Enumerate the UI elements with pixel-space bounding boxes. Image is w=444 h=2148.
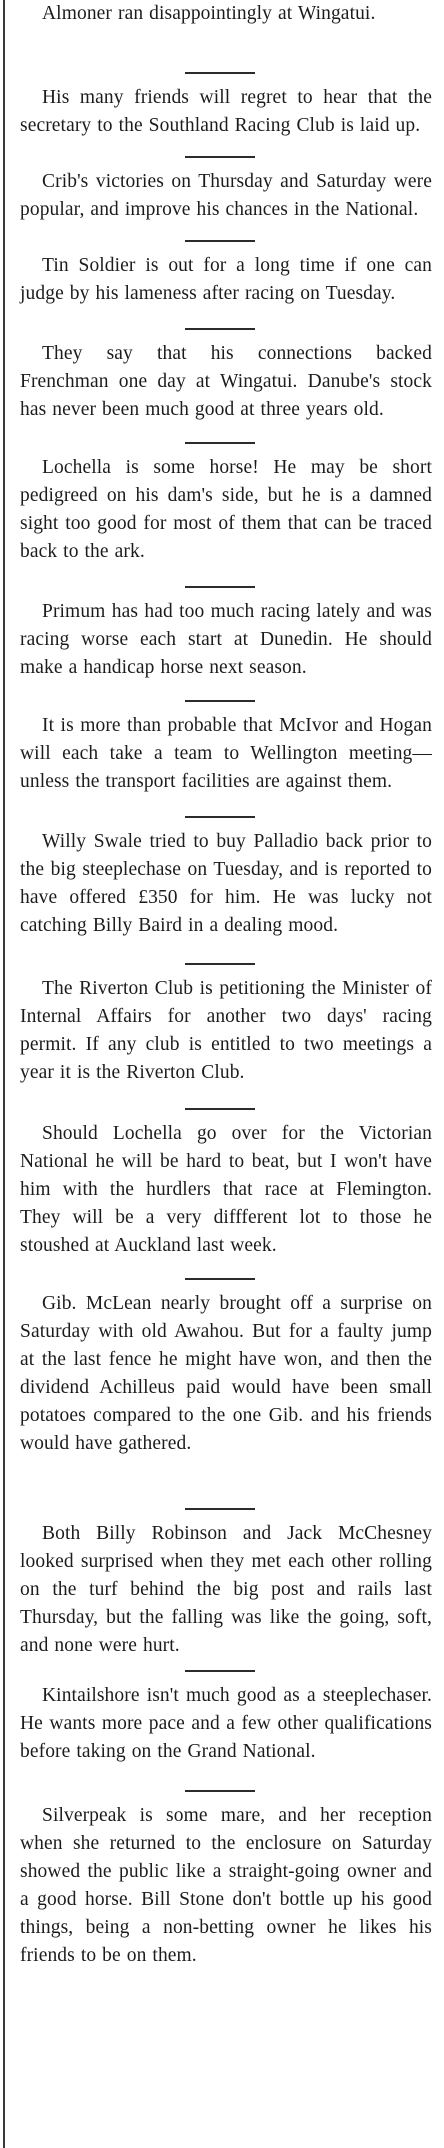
separator-rule bbox=[185, 240, 255, 242]
paragraph-victorian-national: Should Lochella go over for the Victorian National he will be hard to beat, but I won't have him with the hurdlers that race at Flemington. They will be a very diffferent lot to those he stoushed at Auckland last week. bbox=[20, 1123, 432, 1256]
paragraph-gib-mclean: Gib. McLean nearly brought off a surprise on Saturday with old Awahou. But for a faulty jump at the last fence he might have won, and then the dividend Achilleus paid would have been small potatoes compared to the one Gib. and his friends would have gathered. bbox=[20, 1293, 432, 1454]
paragraph-mcivor-hogan: It is more than probable that McIvor and Hogan will each take a team to Wellington meeting—unless the transport facilities are against them. bbox=[20, 715, 432, 792]
paragraph-silverpeak: Silverpeak is some mare, and her reception when she returned to the enclosure on Saturday showed the public like a straight-going owner and a good horse. Bill Stone don't bottle up his good things, being a non-betting owner he likes his friends to be on them. bbox=[20, 1805, 432, 1966]
separator-rule bbox=[185, 442, 255, 444]
paragraph-tin-soldier: Tin Soldier is out for a long time if one can judge by his lameness after racing on Tuesday. bbox=[20, 255, 432, 304]
separator-rule bbox=[185, 72, 255, 74]
paragraph-willy-swale: Willy Swale tried to buy Palladio back prior to the big steeplechase on Tuesday, and is reported to have offered £350 for him. He was lucky not catching Billy Baird in a dealing mood. bbox=[20, 831, 432, 936]
separator-rule bbox=[185, 963, 255, 965]
paragraph-primum: Primum has had too much racing lately and was racing worse each start at Dunedin. He should make a handicap horse next season. bbox=[20, 601, 432, 678]
separator-rule bbox=[185, 1790, 255, 1792]
paragraph-frenchman: They say that his connections backed Frenchman one day at Wingatui. Danube's stock has never been much good at three years old. bbox=[20, 343, 432, 420]
paragraph-kintailshore: Kintailshore isn't much good as a steeplechaser. He wants more pace and a few other qualifications before taking on the Grand National. bbox=[20, 1685, 432, 1762]
separator-rule bbox=[185, 1108, 255, 1110]
separator-rule bbox=[185, 816, 255, 818]
column-rule bbox=[3, 0, 5, 2148]
separator-rule bbox=[185, 1508, 255, 1510]
paragraph-crib: Crib's victories on Thursday and Saturday were popular, and improve his chances in the National. bbox=[20, 171, 432, 220]
separator-rule bbox=[185, 1278, 255, 1280]
separator-rule bbox=[185, 700, 255, 702]
separator-rule bbox=[185, 586, 255, 588]
separator-rule bbox=[185, 1670, 255, 1672]
paragraph-lochella: Lochella is some horse! He may be short pedigreed on his dam's side, but he is a damned sight too good for most of them that can be traced back to the ark. bbox=[20, 457, 432, 562]
separator-rule bbox=[185, 156, 255, 158]
paragraph-riverton-club: The Riverton Club is petitioning the Minister of Internal Affairs for another two days' racing permit. If any club is entitled to two meetings a year it is the Riverton Club. bbox=[20, 978, 432, 1083]
paragraph-almoner: Almoner ran disappointingly at Wingatui. bbox=[42, 3, 376, 24]
paragraph-robinson-mcchesney: Both Billy Robinson and Jack McChesney looked surprised when they met each other rolling on the turf behind the big post and rails last Thursday, but the falling was like the going, soft, and none were hurt. bbox=[20, 1523, 432, 1656]
separator-rule bbox=[185, 328, 255, 330]
paragraph-southland-secretary: His many friends will regret to hear that the secretary to the Southland Racing Club is laid up. bbox=[20, 87, 432, 136]
